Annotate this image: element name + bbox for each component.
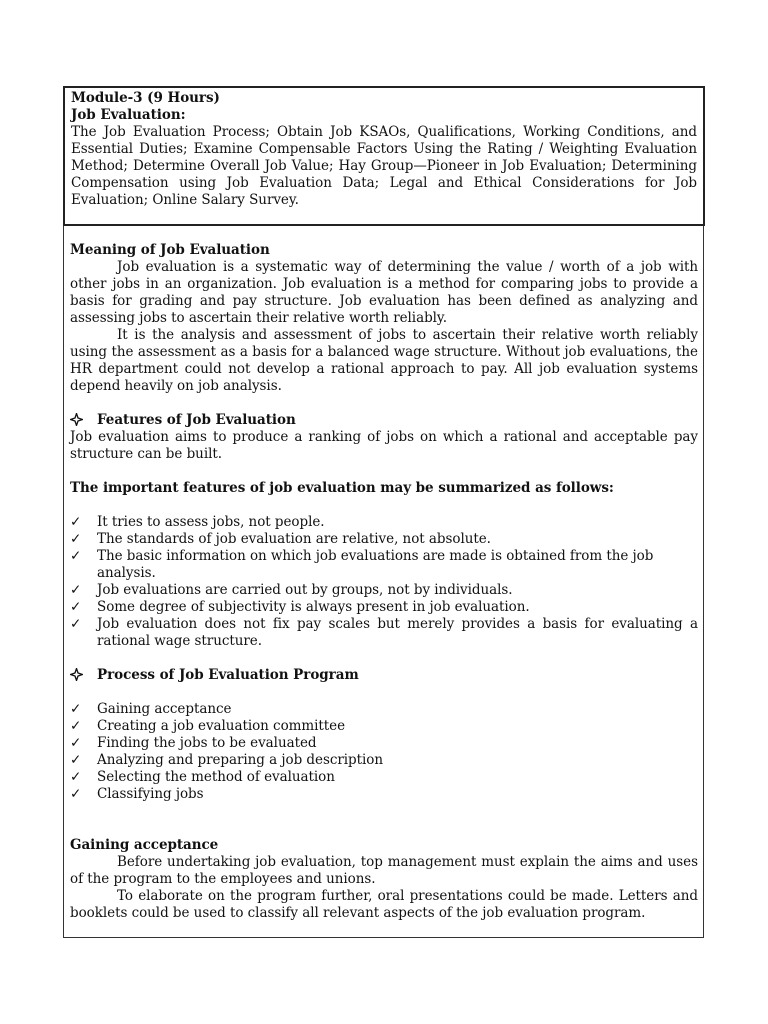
module-header-box <box>63 86 705 226</box>
list-item <box>70 599 698 616</box>
list-item <box>70 786 698 803</box>
meaning-paragraph-1: Job evaluation is a systematic way of determining the value / worth of a job with other jobs in an organization. Job evaluation is a method for comparing jobs to provide a basis for grading and pay structure. Job evaluation has been defined as analyzing and assessing jobs to ascertain their relative worth reliably. <box>70 259 698 326</box>
list-item-text: Selecting the method of evaluation <box>97 769 335 785</box>
list-item <box>70 616 698 650</box>
features-intro: Job evaluation aims to produce a ranking of jobs on which a rational and acceptable pay structure can be built. <box>70 429 698 462</box>
checkmark-icon: ✓ <box>70 735 82 751</box>
list-item <box>70 752 698 769</box>
list-item-text: It tries to assess jobs, not people. <box>97 514 325 530</box>
list-item <box>70 548 698 582</box>
list-item-text: Analyzing and preparing a job description <box>97 752 383 768</box>
features-heading-text: Features of Job Evaluation <box>97 412 296 428</box>
list-item-text: Creating a job evaluation committee <box>97 718 346 734</box>
checkmark-icon: ✓ <box>70 599 82 615</box>
list-item-text: Job evaluations are carried out by groups, not by individuals. <box>97 582 513 598</box>
checkmark-icon: ✓ <box>70 548 82 564</box>
list-item <box>70 514 698 531</box>
checkmark-icon: ✓ <box>70 769 82 785</box>
gaining-paragraph-2: To elaborate on the program further, oral presentations could be made. Letters and booklets could be used to classify all relevant aspects of the job evaluation program. <box>70 888 698 921</box>
checkmark-icon: ✓ <box>70 786 82 802</box>
features-summary-heading: The important features of job evaluation may be summarized as follows: <box>70 480 614 496</box>
list-item-text: Classifying jobs <box>97 786 204 802</box>
checkmark-icon: ✓ <box>70 752 82 768</box>
checkmark-icon: ✓ <box>70 514 82 530</box>
process-list <box>70 701 698 803</box>
list-item-text: The basic information on which job evaluations are made is obtained from the job analysis. <box>97 548 654 581</box>
list-item <box>70 701 698 718</box>
gaining-paragraph-1: Before undertaking job evaluation, top management must explain the aims and uses of the program to the employees and unions. <box>70 854 698 887</box>
checkmark-icon: ✓ <box>70 582 82 598</box>
module-syllabus: The Job Evaluation Process; Obtain Job KSAOs, Qualifications, Working Conditions, and Essential Duties; Examine Compensable Factors Using the Rating / Weighting Evaluation Method; Determine Overall Job Value; Hay Group—Pioneer in Job Evaluation; Determining Compensation using Job Evaluation Data; Legal and Ethical Considerations for Job Evaluation; Online Salary Survey. <box>71 124 697 208</box>
list-item <box>70 718 698 735</box>
module-title: Module-3 (9 Hours) <box>71 90 220 106</box>
gaining-heading: Gaining acceptance <box>70 837 219 853</box>
features-heading <box>70 412 698 429</box>
diamond-bullet-icon <box>70 668 83 686</box>
checkmark-icon: ✓ <box>70 616 82 632</box>
meaning-paragraph-2: It is the analysis and assessment of jobs to ascertain their relative worth reliably using the assessment as a basis for a balanced wage structure. Without job evaluations, the HR department could not develop a rational approach to pay. All job evaluation systems depend heavily on job analysis. <box>70 327 698 394</box>
list-item <box>70 531 698 548</box>
diamond-bullet-icon <box>70 413 83 431</box>
list-item-text: Some degree of subjectivity is always present in job evaluation. <box>97 599 530 615</box>
features-list <box>70 514 698 650</box>
meaning-heading: Meaning of Job Evaluation <box>70 242 270 258</box>
list-item-text: Finding the jobs to be evaluated <box>97 735 317 751</box>
list-item-text: Gaining acceptance <box>97 701 232 717</box>
list-item <box>70 735 698 752</box>
process-heading-text: Process of Job Evaluation Program <box>97 667 359 683</box>
list-item <box>70 582 698 599</box>
document-body <box>70 242 698 922</box>
module-topic: Job Evaluation: <box>71 107 186 123</box>
checkmark-icon: ✓ <box>70 701 82 717</box>
list-item-text: Job evaluation does not fix pay scales but merely provides a basis for evaluating a rational wage structure. <box>97 616 698 649</box>
checkmark-icon: ✓ <box>70 718 82 734</box>
checkmark-icon: ✓ <box>70 531 82 547</box>
list-item <box>70 769 698 786</box>
list-item-text: The standards of job evaluation are relative, not absolute. <box>97 531 491 547</box>
process-heading <box>70 667 698 684</box>
